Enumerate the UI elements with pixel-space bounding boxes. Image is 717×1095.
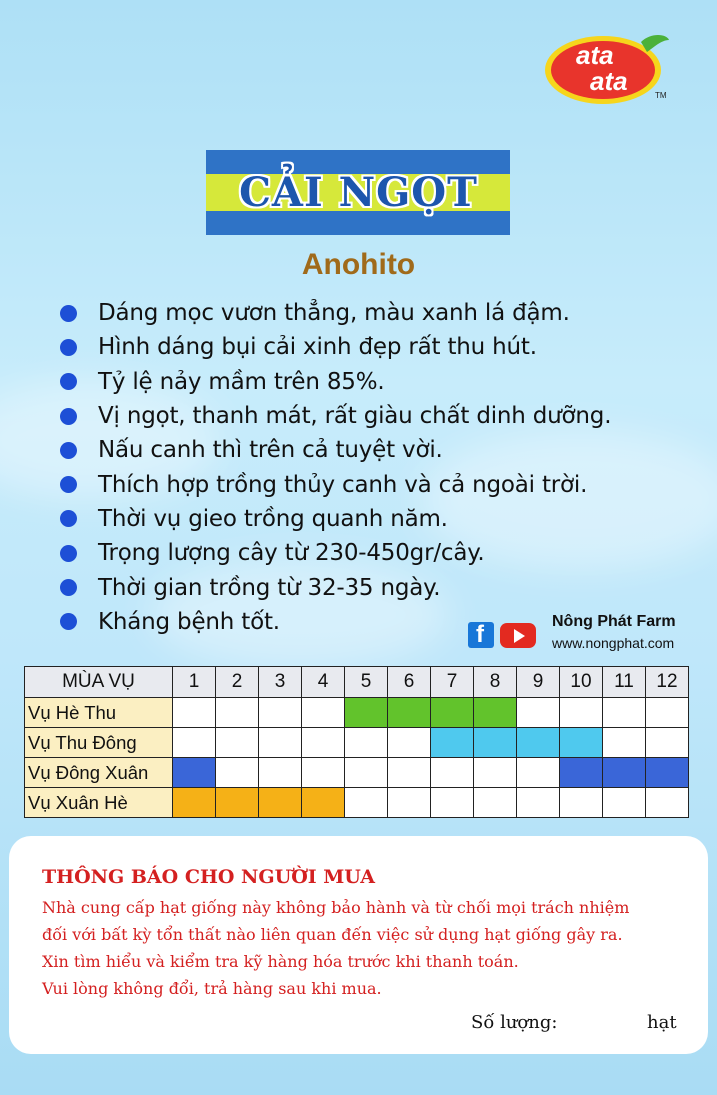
bullet-icon [60, 442, 77, 459]
season-cell [259, 698, 302, 728]
season-cell [560, 788, 603, 818]
feature-item [60, 502, 611, 536]
season-row [25, 698, 689, 728]
season-cell [474, 788, 517, 818]
season-cell [388, 758, 431, 788]
season-name: Vụ Đông Xuân [25, 758, 173, 788]
notice-line: Vui lòng không đổi, trả hàng sau khi mua. [42, 979, 382, 998]
feature-text: Thích hợp trồng thủy canh và cả ngoài trời. [98, 471, 588, 498]
season-name: Vụ Hè Thu [25, 698, 173, 728]
season-cell-active [646, 758, 689, 788]
bullet-icon [60, 408, 77, 425]
month-header: 4 [302, 667, 345, 698]
season-cell [388, 788, 431, 818]
season-cell [345, 758, 388, 788]
season-cell [646, 788, 689, 818]
feature-text: Thời gian trồng từ 32-35 ngày. [98, 574, 441, 601]
season-cell [216, 758, 259, 788]
season-cell [388, 728, 431, 758]
feature-text: Dáng mọc vươn thẳng, màu xanh lá đậm. [98, 300, 570, 327]
bullet-icon [60, 339, 77, 356]
season-cell-active [173, 758, 216, 788]
season-cell-active [345, 698, 388, 728]
brand-block [468, 613, 700, 653]
notice-line: Nhà cung cấp hạt giống này không bảo hành và từ chối mọi trách nhiệm [42, 898, 630, 917]
season-cell-active [474, 728, 517, 758]
season-cell-active [431, 728, 474, 758]
logo-text-top: ata [576, 40, 614, 70]
bullet-icon [60, 476, 77, 493]
month-header: 6 [388, 667, 431, 698]
season-name: Vụ Xuân Hè [25, 788, 173, 818]
facebook-letter: f [476, 621, 484, 648]
feature-text: Thời vụ gieo trồng quanh năm. [98, 505, 448, 532]
quantity-label: Số lượng: [471, 1012, 558, 1033]
bullet-icon [60, 579, 77, 596]
season-cell-active [388, 698, 431, 728]
month-header: 7 [431, 667, 474, 698]
month-header: 10 [560, 667, 603, 698]
bullet-icon [60, 305, 77, 322]
feature-item [60, 536, 611, 570]
season-cell [431, 758, 474, 788]
season-cell [345, 788, 388, 818]
feature-item [60, 433, 611, 467]
month-header: 2 [216, 667, 259, 698]
season-cell [302, 698, 345, 728]
ata-logo [543, 30, 673, 106]
logo-text-bottom: ata [590, 66, 628, 96]
season-cell [560, 698, 603, 728]
season-cell-active [173, 788, 216, 818]
season-cell-active [259, 788, 302, 818]
season-cell-active [216, 788, 259, 818]
month-header: 5 [345, 667, 388, 698]
season-cell-active [517, 728, 560, 758]
month-header: 11 [603, 667, 646, 698]
season-header-row [25, 667, 689, 698]
month-header: 8 [474, 667, 517, 698]
season-cell [646, 728, 689, 758]
feature-item [60, 467, 611, 501]
season-cell [474, 758, 517, 788]
feature-item [60, 365, 611, 399]
season-cell-active [603, 758, 646, 788]
season-cell-active [431, 698, 474, 728]
notice-title: THÔNG BÁO CHO NGƯỜI MUA [42, 866, 376, 888]
month-header: 3 [259, 667, 302, 698]
feature-text: Nấu canh thì trên cả tuyệt vời. [98, 437, 443, 464]
season-cell [345, 728, 388, 758]
feature-text: Trọng lượng cây từ 230-450gr/cây. [98, 540, 485, 567]
season-cell [216, 728, 259, 758]
feature-text: Tỷ lệ nảy mầm trên 85%. [98, 368, 385, 395]
season-cell [646, 698, 689, 728]
season-cell [517, 788, 560, 818]
season-cell [517, 698, 560, 728]
season-cell [173, 698, 216, 728]
season-row [25, 758, 689, 788]
season-cell [517, 758, 560, 788]
season-table [24, 666, 689, 818]
season-row [25, 728, 689, 758]
season-header: MÙA VỤ [25, 667, 173, 698]
feature-item [60, 399, 611, 433]
season-cell [173, 728, 216, 758]
brand-url[interactable]: www.nongphat.com [552, 635, 675, 651]
feature-text: Hình dáng bụi cải xinh đẹp rất thu hút. [98, 334, 537, 361]
trademark-mark: TM [655, 91, 667, 100]
play-icon [514, 629, 525, 643]
season-cell [259, 728, 302, 758]
feature-text: Kháng bệnh tốt. [98, 608, 280, 635]
bullet-icon [60, 373, 77, 390]
season-cell [603, 788, 646, 818]
feature-item [60, 296, 611, 330]
season-cell [216, 698, 259, 728]
season-cell [302, 758, 345, 788]
season-cell-active [560, 728, 603, 758]
feature-item [60, 330, 611, 364]
brand-name: Nông Phát Farm [552, 613, 676, 630]
notice-line: Xin tìm hiểu và kiểm tra kỹ hàng hóa trước khi thanh toán. [42, 952, 519, 971]
bullet-icon [60, 613, 77, 630]
season-cell [603, 698, 646, 728]
month-header: 9 [517, 667, 560, 698]
variety-name: Anohito [301, 248, 416, 281]
season-cell-active [302, 788, 345, 818]
bullet-icon [60, 510, 77, 527]
youtube-icon[interactable] [500, 623, 536, 648]
season-cell [302, 728, 345, 758]
buyer-notice [9, 836, 708, 1054]
bullet-icon [60, 545, 77, 562]
product-title: CẢI NGỌT [239, 169, 478, 216]
month-header: 1 [173, 667, 216, 698]
season-name: Vụ Thu Đông [25, 728, 173, 758]
feature-text: Vị ngọt, thanh mát, rất giàu chất dinh dưỡng. [98, 403, 612, 430]
season-body [25, 698, 689, 818]
season-cell [259, 758, 302, 788]
season-cell [431, 788, 474, 818]
season-cell-active [474, 698, 517, 728]
season-cell-active [560, 758, 603, 788]
feature-list [60, 296, 611, 639]
facebook-icon[interactable] [468, 622, 494, 648]
feature-item [60, 570, 611, 604]
notice-line: đối với bất kỳ tổn thất nào liên quan đến việc sử dụng hạt giống gây ra. [42, 925, 623, 944]
season-cell [603, 728, 646, 758]
month-header: 12 [646, 667, 689, 698]
quantity-unit: hạt [647, 1012, 677, 1033]
season-row [25, 788, 689, 818]
